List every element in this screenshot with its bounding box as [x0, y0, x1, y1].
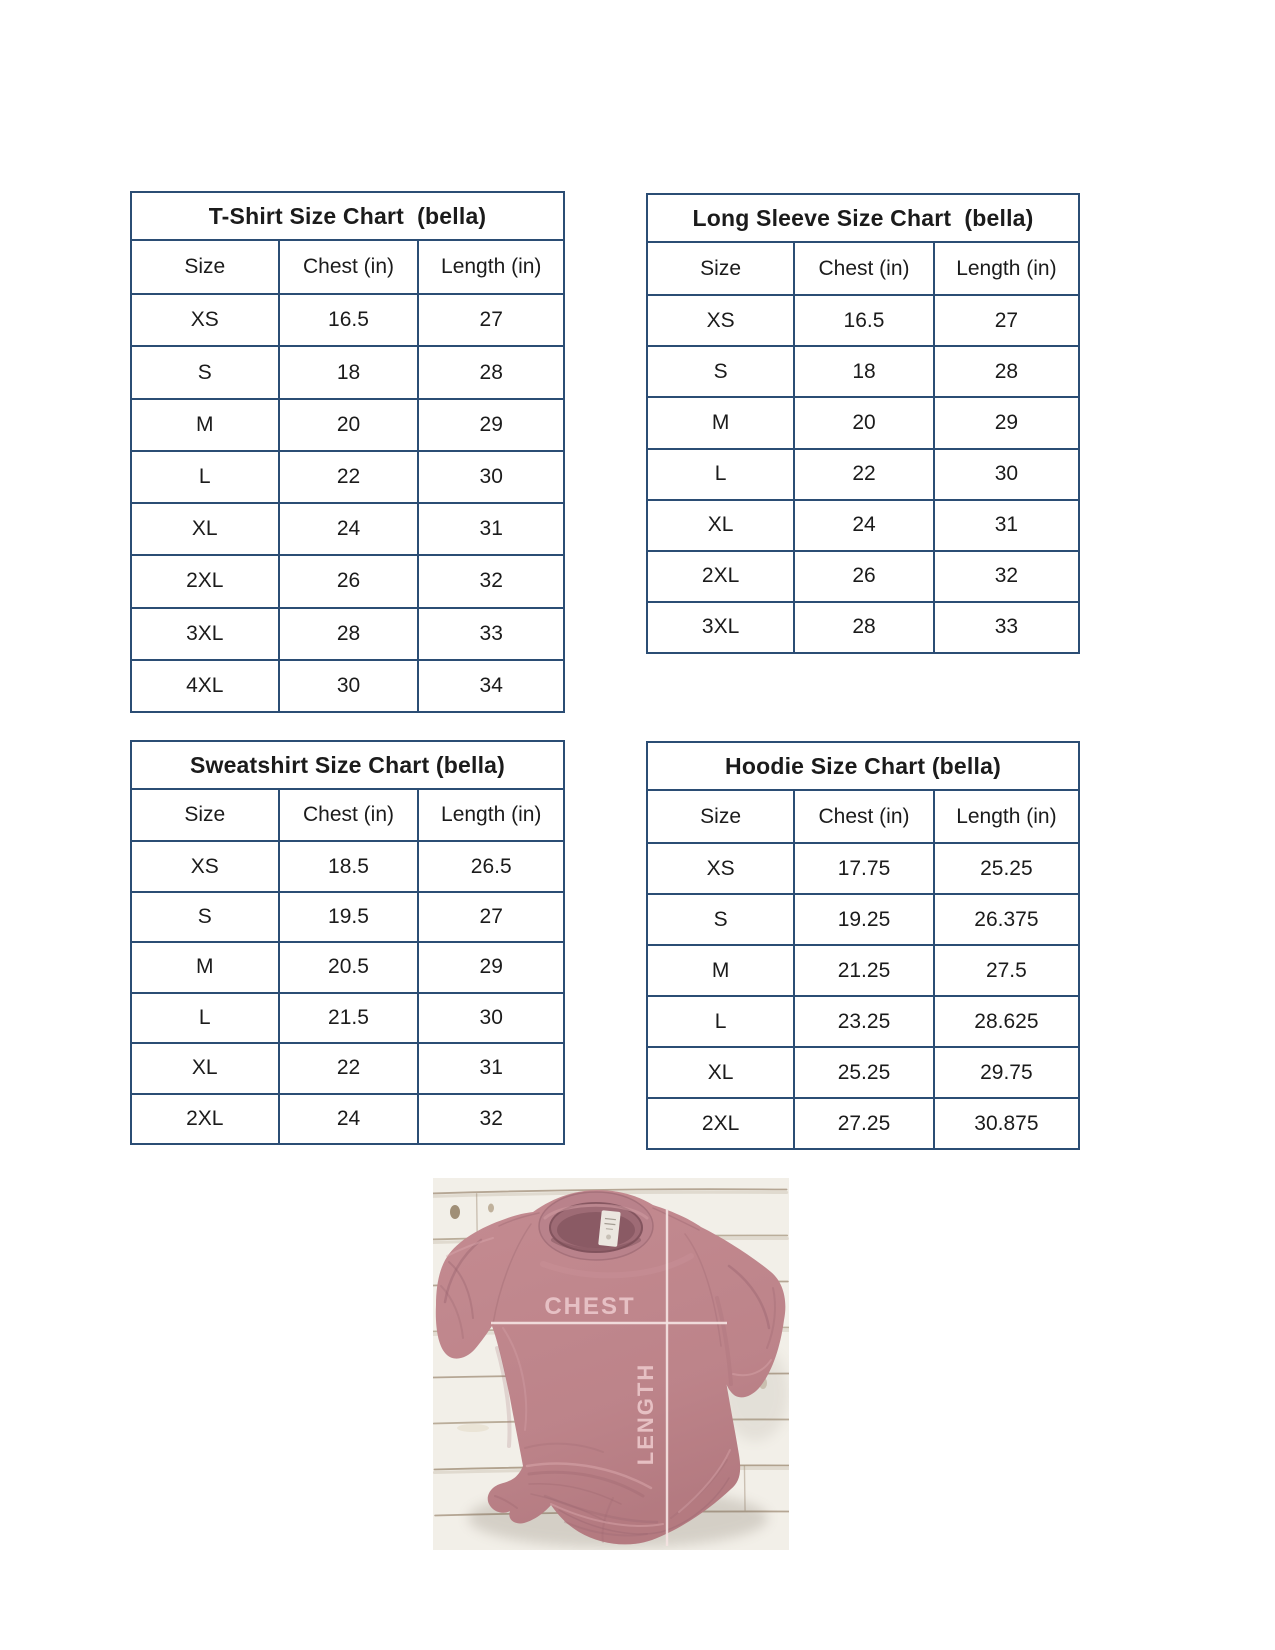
- measurement-value-cell: 19.5: [278, 891, 418, 941]
- table-grid-long-sleeve: [648, 243, 1078, 652]
- size-label-cell: L: [648, 995, 793, 1046]
- size-label-cell: M: [132, 941, 278, 991]
- size-label-cell: XS: [648, 842, 793, 893]
- size-label-cell: XS: [132, 293, 278, 345]
- measurement-value-cell: 20: [278, 398, 418, 450]
- measurement-value-cell: 31: [417, 502, 563, 554]
- size-chart-table-hoodie: [646, 741, 1080, 1150]
- measurement-value-cell: 16.5: [793, 294, 933, 345]
- measurement-value-cell: 32: [417, 554, 563, 606]
- size-chart-table-tshirt: [130, 191, 565, 713]
- measurement-value-cell: 29.75: [933, 1046, 1078, 1097]
- measurement-value-cell: 33: [933, 601, 1078, 652]
- size-label-cell: L: [132, 992, 278, 1042]
- measurement-value-cell: 29: [417, 398, 563, 450]
- measurement-value-cell: 18.5: [278, 840, 418, 890]
- size-label-cell: XL: [648, 499, 793, 550]
- column-header: Chest (in): [278, 241, 418, 293]
- measurement-value-cell: 30: [417, 992, 563, 1042]
- measurement-value-cell: 19.25: [793, 893, 933, 944]
- measurement-value-cell: 28: [417, 345, 563, 397]
- measurement-value-cell: 31: [417, 1042, 563, 1092]
- size-label-cell: 4XL: [132, 659, 278, 711]
- measurement-value-cell: 21.25: [793, 944, 933, 995]
- measurement-value-cell: 27: [933, 294, 1078, 345]
- table-title-sweatshirt: Sweatshirt Size Chart (bella): [132, 742, 563, 790]
- measurement-value-cell: 30: [278, 659, 418, 711]
- table-grid-sweatshirt: [132, 790, 563, 1143]
- size-label-cell: 3XL: [132, 607, 278, 659]
- column-header: Size: [184, 255, 226, 279]
- measurement-value-cell: 29: [417, 941, 563, 991]
- size-chart-table-long-sleeve: [646, 193, 1080, 654]
- size-label-cell: XS: [132, 840, 278, 890]
- measurement-value-cell: 27.5: [933, 944, 1078, 995]
- column-header: Chest (in): [793, 791, 933, 842]
- measurement-value-cell: 33: [417, 607, 563, 659]
- size-label-cell: 2XL: [132, 1093, 278, 1143]
- measurement-value-cell: 23.25: [793, 995, 933, 1046]
- measurement-value-cell: 26: [278, 554, 418, 606]
- size-label-cell: XL: [132, 1042, 278, 1092]
- size-label-cell: S: [132, 345, 278, 397]
- collar-tag: [598, 1210, 621, 1247]
- measurement-value-cell: 28: [933, 345, 1078, 396]
- size-label-cell: 2XL: [648, 1097, 793, 1148]
- size-chart-table-sweatshirt: [130, 740, 565, 1145]
- size-label-cell: 2XL: [648, 550, 793, 601]
- measurement-value-cell: 22: [278, 450, 418, 502]
- column-header: Size: [700, 804, 742, 828]
- size-label-cell: XL: [132, 502, 278, 554]
- measurement-value-cell: 28: [278, 607, 418, 659]
- size-label-cell: XL: [648, 1046, 793, 1097]
- size-label-cell: L: [648, 448, 793, 499]
- column-header: Size: [184, 803, 226, 827]
- table-title-hoodie: Hoodie Size Chart (bella): [648, 743, 1078, 791]
- size-label-cell: M: [648, 944, 793, 995]
- measurement-value-cell: 24: [278, 502, 418, 554]
- measurement-value-cell: 29: [933, 396, 1078, 447]
- measurement-value-cell: 27: [417, 891, 563, 941]
- measurement-value-cell: 27: [417, 293, 563, 345]
- measurement-value-cell: 26.375: [933, 893, 1078, 944]
- column-header: Length (in): [417, 241, 563, 293]
- size-label-cell: S: [648, 893, 793, 944]
- column-header: Size: [700, 256, 742, 280]
- measurement-value-cell: 28.625: [933, 995, 1078, 1046]
- size-label-cell: S: [648, 345, 793, 396]
- size-label-cell: S: [132, 891, 278, 941]
- measurement-value-cell: 25.25: [793, 1046, 933, 1097]
- size-label-cell: L: [132, 450, 278, 502]
- size-label-cell: 2XL: [132, 554, 278, 606]
- length-label: LENGTH: [633, 1362, 658, 1466]
- table-grid-tshirt: [132, 241, 563, 711]
- column-header: Length (in): [933, 791, 1078, 842]
- measurement-value-cell: 26.5: [417, 840, 563, 890]
- measurement-value-cell: 31: [933, 499, 1078, 550]
- measurement-value-cell: 20: [793, 396, 933, 447]
- measurement-value-cell: 22: [793, 448, 933, 499]
- tshirt-measurement-photo: [433, 1178, 789, 1550]
- size-label-cell: 3XL: [648, 601, 793, 652]
- measurement-value-cell: 28: [793, 601, 933, 652]
- measurement-value-cell: 34: [417, 659, 563, 711]
- measurement-value-cell: 27.25: [793, 1097, 933, 1148]
- column-header: Chest (in): [793, 243, 933, 294]
- measurement-value-cell: 22: [278, 1042, 418, 1092]
- collar: [539, 1192, 653, 1260]
- chest-label: CHEST: [544, 1293, 636, 1320]
- measurement-value-cell: 18: [793, 345, 933, 396]
- measurement-value-cell: 30.875: [933, 1097, 1078, 1148]
- measurement-value-cell: 30: [417, 450, 563, 502]
- column-header: Chest (in): [278, 790, 418, 840]
- table-grid-hoodie: [648, 791, 1078, 1148]
- column-header: Length (in): [417, 790, 563, 840]
- column-header: Length (in): [933, 243, 1078, 294]
- table-title-long-sleeve: Long Sleeve Size Chart (bella): [648, 195, 1078, 243]
- measurement-value-cell: 21.5: [278, 992, 418, 1042]
- size-label-cell: M: [648, 396, 793, 447]
- measurement-value-cell: 26: [793, 550, 933, 601]
- measurement-value-cell: 24: [278, 1093, 418, 1143]
- measurement-value-cell: 30: [933, 448, 1078, 499]
- measurement-value-cell: 32: [933, 550, 1078, 601]
- size-label-cell: XS: [648, 294, 793, 345]
- measurement-value-cell: 18: [278, 345, 418, 397]
- size-label-cell: M: [132, 398, 278, 450]
- measurement-value-cell: 20.5: [278, 941, 418, 991]
- measurement-value-cell: 24: [793, 499, 933, 550]
- measurement-value-cell: 17.75: [793, 842, 933, 893]
- measurement-value-cell: 25.25: [933, 842, 1078, 893]
- table-title-tshirt: T-Shirt Size Chart (bella): [132, 193, 563, 241]
- measurement-value-cell: 32: [417, 1093, 563, 1143]
- measurement-value-cell: 16.5: [278, 293, 418, 345]
